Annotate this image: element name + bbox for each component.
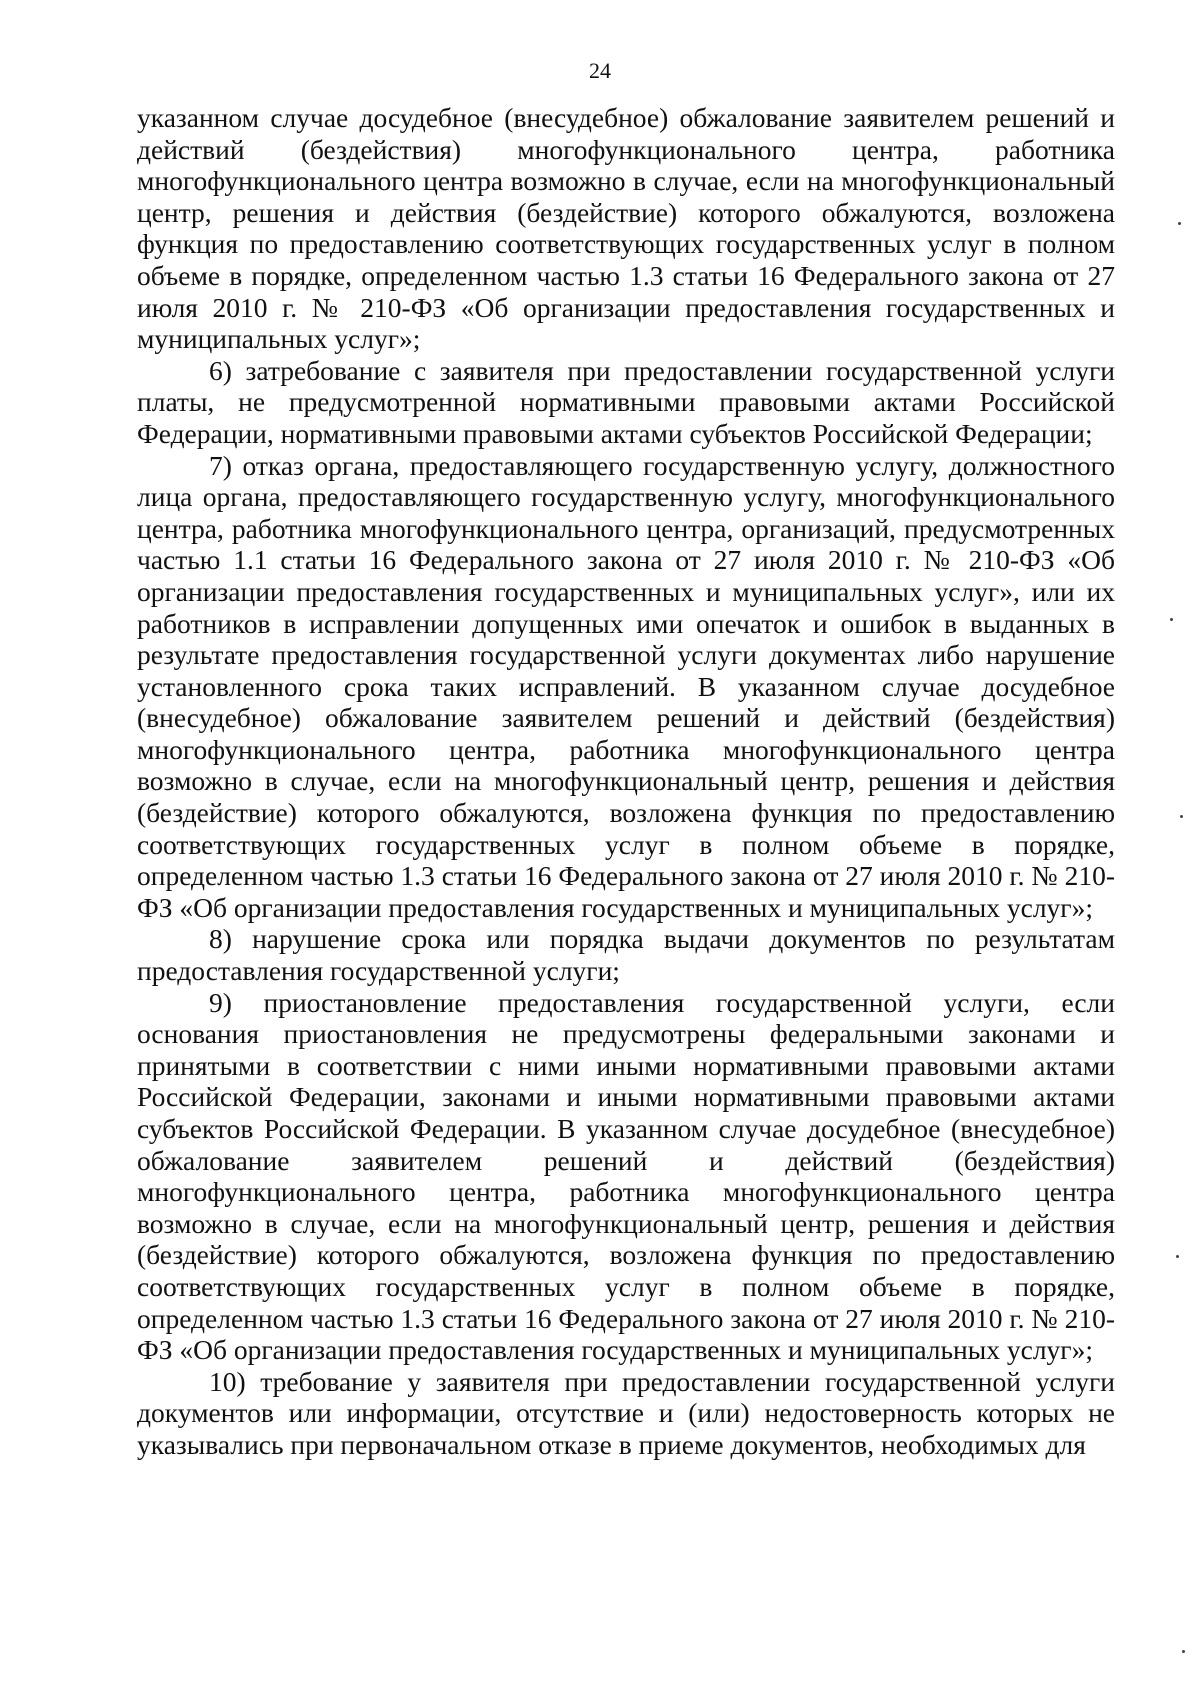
scan-speck xyxy=(1170,618,1173,621)
paragraph-item-6: 6) затребование с заявителя при предоставлении государственной услуги платы, не предусмотренной нормативными правовыми актами Российской Федерации, нормативными правовыми актами субъектов Российской Федерации; xyxy=(137,354,1115,449)
paragraph-item-10: 10) требование у заявителя при предоставлении государственной услуги документов или информации, отсутствие и (или) недостоверность которых не указывались при первоначальном отказе в приеме документов, необходимых для xyxy=(137,1365,1115,1460)
document-body xyxy=(137,102,1115,1461)
scan-speck xyxy=(1178,222,1181,225)
scan-speck xyxy=(1180,815,1183,818)
paragraph-item-8: 8) нарушение срока или порядка выдачи документов по результатам предоставления государственной услуги; xyxy=(137,923,1115,987)
scan-speck xyxy=(1182,1650,1185,1653)
scan-speck xyxy=(1176,1255,1179,1258)
page-number: 24 xyxy=(589,58,611,83)
paragraph-item-7: 7) отказ органа, предоставляющего государственную услугу, должностного лица органа, предоставляющего государственную услугу, многофункционального центра, работника многофункционального центра, организаций, предусмотренных частью 1.1 статьи 16 Федерального закона от 27 июля 2010 г. № 210-ФЗ «Об организации предоставления государственных и муниципальных услуг», или их работников в исправлении допущенных ими опечаток и ошибок в выданных в результате предоставления государственной услуги документах либо нарушение установленного срока таких исправлений. В указанном случае досудебное (внесудебное) обжалование заявителем решений и действий (бездействия) многофункционального центра, работника многофункционального центра возможно в случае, если на многофункциональный центр, решения и действия (бездействие) которого обжалуются, возложена функция по предоставлению соответствующих государственных услуг в полном объеме в порядке, определенном частью 1.3 статьи 16 Федерального закона от 27 июля 2010 г. № 210-ФЗ «Об организации предоставления государственных и муниципальных услуг»; xyxy=(137,449,1115,923)
paragraph-item-9: 9) приостановление предоставления государственной услуги, если основания приостановления не предусмотрены федеральными законами и принятыми в соответствии с ними иными нормативными правовыми актами Российской Федерации, законами и иными нормативными правовыми актами субъектов Российской Федерации. В указанном случае досудебное (внесудебное) обжалование заявителем решений и действий (бездействия) многофункционального центра, работника многофункционального центра возможно в случае, если на многофункциональный центр, решения и действия (бездействие) которого обжалуются, возложена функция по предоставлению соответствующих государственных услуг в полном объеме в порядке, определенном частью 1.3 статьи 16 Федерального закона от 27 июля 2010 г. № 210-ФЗ «Об организации предоставления государственных и муниципальных услуг»; xyxy=(137,986,1115,1366)
paragraph-continuation: указанном случае досудебное (внесудебное) обжалование заявителем решений и действий (бездействия) многофункционального центра, работника многофункционального центра возможно в случае, если на многофункциональный центр, решения и действия (бездействие) которого обжалуются, возложена функция по предоставлению соответствующих государственных услуг в полном объеме в порядке, определенном частью 1.3 статьи 16 Федерального закона от 27 июля 2010 г. № 210-ФЗ «Об организации предоставления государственных и муниципальных услуг»; xyxy=(137,102,1115,355)
